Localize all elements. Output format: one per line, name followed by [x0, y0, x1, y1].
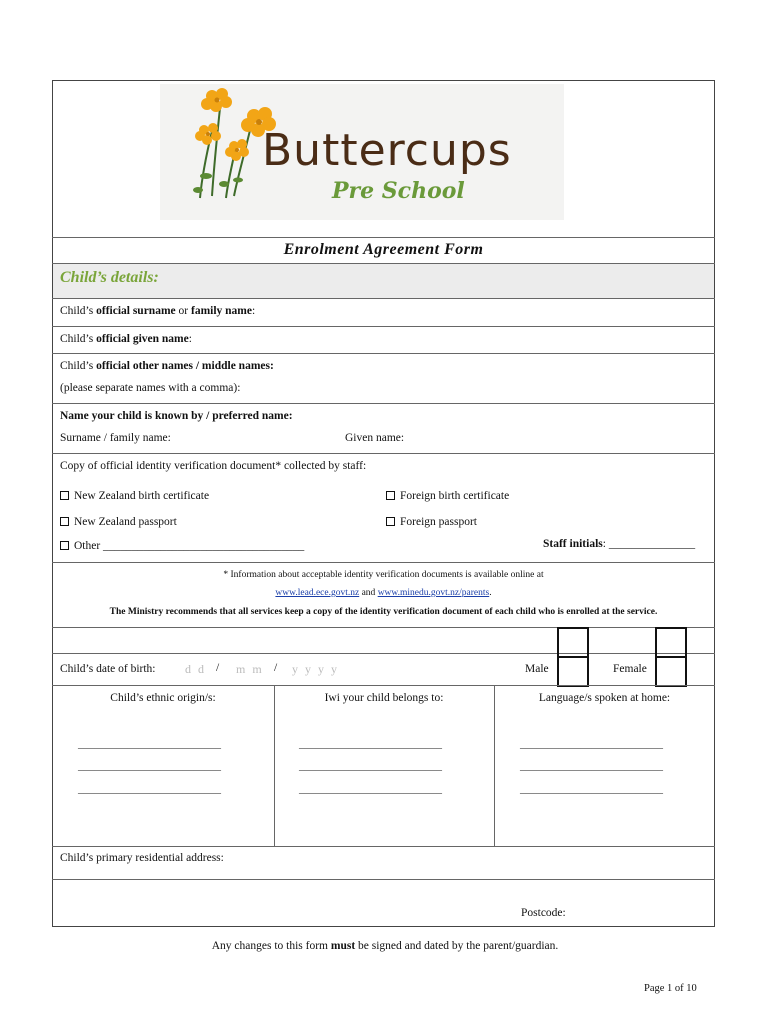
info-text: and [359, 588, 378, 598]
language-line[interactable]: __________________________ [520, 783, 663, 795]
ethnic-line[interactable]: __________________________ [78, 760, 221, 772]
logo-wordmark: Buttercups [262, 125, 512, 176]
checkbox-icon[interactable] [386, 517, 395, 526]
note-bold: must [330, 940, 356, 952]
known-by-heading: Name your child is known by / preferred name: [60, 410, 293, 422]
female-checkbox-top[interactable] [655, 627, 687, 658]
form-title: Enrolment Agreement Form [283, 241, 484, 258]
info-links [52, 588, 715, 598]
ministry-recommendation: The Ministry recommends that all services keep a copy of the identity verification document of each child who is enrolled at the service. [109, 607, 658, 617]
label-text: or [175, 305, 191, 317]
female-checkbox[interactable] [655, 656, 687, 687]
option-label: Other ___________________________________ [74, 540, 305, 552]
section-title: Child’s details: [60, 269, 159, 286]
preferred-given-field[interactable]: Given name: [345, 432, 405, 444]
minedu-link[interactable]: www.minedu.govt.nz/parents [377, 588, 490, 598]
label-bold: official other names / middle names: [96, 360, 274, 372]
postcode-field[interactable]: Postcode: [521, 907, 566, 919]
male-label: Male [525, 663, 549, 675]
label-text: : [252, 305, 256, 317]
divider [52, 879, 715, 880]
label-bold: official given name [96, 333, 189, 345]
divider [52, 627, 715, 628]
label-text: : [188, 333, 192, 345]
changes-note [0, 940, 770, 952]
option-label: Foreign passport [400, 516, 477, 528]
divider [52, 453, 715, 454]
female-label: Female [613, 663, 647, 675]
surname-field[interactable] [60, 305, 255, 317]
foreign-birth-certificate-option[interactable] [386, 490, 509, 502]
label-bold: official surname [96, 305, 176, 317]
dob-month-input[interactable]: m m [236, 662, 264, 676]
other-id-option[interactable] [60, 540, 304, 552]
nz-birth-certificate-option[interactable] [60, 490, 209, 502]
checkbox-icon[interactable] [60, 517, 69, 526]
column-divider [494, 685, 495, 846]
divider [52, 298, 715, 299]
ethnic-line[interactable]: __________________________ [78, 738, 221, 750]
option-label: New Zealand birth certificate [74, 490, 210, 502]
dob-label: Child’s date of birth: [60, 663, 156, 675]
id-doc-label: Copy of official identity verification document* collected by staff: [60, 460, 367, 472]
divider [52, 326, 715, 327]
divider [52, 685, 715, 686]
note-text: Any changes to this form [211, 940, 331, 952]
divider [52, 403, 715, 404]
dob-separator: / [274, 662, 278, 674]
dob-year-input[interactable]: y y y y [292, 662, 339, 676]
option-label: New Zealand passport [74, 516, 177, 528]
lead-ece-link[interactable]: www.lead.ece.govt.nz [275, 588, 360, 598]
male-checkbox-top[interactable] [557, 627, 589, 658]
divider [52, 237, 715, 238]
iwi-line[interactable]: __________________________ [299, 760, 442, 772]
other-names-note: (please separate names with a comma): [60, 382, 241, 394]
label-text: Child’s [60, 305, 97, 317]
other-names-field[interactable] [60, 360, 274, 372]
checkbox-icon[interactable] [386, 491, 395, 500]
preferred-surname-field[interactable]: Surname / family name: [60, 432, 171, 444]
ethnic-origin-label: Child’s ethnic origin/s: [110, 692, 216, 704]
dob-separator: / [216, 662, 220, 674]
divider [52, 562, 715, 563]
option-label: Foreign birth certificate [400, 490, 510, 502]
column-divider [274, 685, 275, 846]
foreign-passport-option[interactable] [386, 516, 477, 528]
logo-subtitle: Pre School [332, 178, 465, 204]
divider [52, 353, 715, 354]
info-note: * Information about acceptable identity verification documents is available online at [223, 570, 544, 580]
page-number: Page 1 of 10 [644, 983, 697, 994]
given-name-field[interactable] [60, 333, 192, 345]
checkbox-icon[interactable] [60, 541, 69, 550]
divider [52, 846, 715, 847]
divider [52, 653, 715, 654]
address-field[interactable]: Child’s primary residential address: [60, 852, 224, 864]
language-line[interactable]: __________________________ [520, 760, 663, 772]
language-label: Language/s spoken at home: [538, 692, 671, 704]
label-bold: family name [190, 305, 252, 317]
iwi-line[interactable]: __________________________ [299, 738, 442, 750]
staff-initials-field[interactable] [543, 538, 695, 550]
label-text: Child’s [60, 333, 97, 345]
ethnic-line[interactable]: __________________________ [78, 783, 221, 795]
language-line[interactable]: __________________________ [520, 738, 663, 750]
label-text: Child’s [60, 360, 97, 372]
note-text: be signed and dated by the parent/guardian. [355, 940, 559, 952]
iwi-label: Iwi your child belongs to: [324, 692, 444, 704]
info-text: . [489, 588, 492, 598]
checkbox-icon[interactable] [60, 491, 69, 500]
iwi-line[interactable]: __________________________ [299, 783, 442, 795]
nz-passport-option[interactable] [60, 516, 177, 528]
male-checkbox[interactable] [557, 656, 589, 687]
staff-initials-line: : _______________ [602, 538, 696, 550]
dob-day-input[interactable]: d d [185, 662, 206, 676]
staff-initials-label: Staff initials [543, 538, 603, 550]
